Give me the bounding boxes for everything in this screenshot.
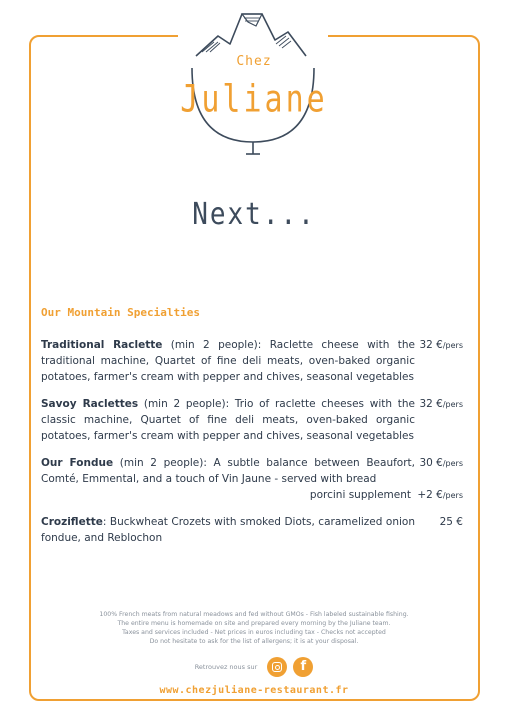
menu-item-price: 32 €/pers: [419, 339, 463, 351]
menu-item-text: [41, 396, 415, 444]
menu-item-name: Traditional Raclette: [41, 339, 163, 351]
facebook-icon[interactable]: [293, 657, 313, 677]
supplement-label: porcini supplement: [309, 489, 411, 501]
website-link[interactable]: www.chezjuliane-restaurant.fr: [159, 685, 349, 696]
menu-item-note: (min 2 people):: [162, 339, 270, 351]
menu-item-price: 25 €: [439, 516, 463, 528]
supplement-price: +2 €/pers: [417, 489, 463, 501]
menu-item-text: [41, 337, 415, 385]
menu-item-price: 30 €/pers: [419, 457, 463, 469]
menu-item-description: Trio of raclette cheeses with the classic machine, Quartet of fine deli meats, oven-baked organic potatoes, farmer's cream with pepper and chives, seasonal vegetables: [41, 398, 415, 442]
footer-notes: [0, 610, 508, 646]
menu-item-text: [41, 455, 415, 487]
menu-item-note: (min 2 people):: [138, 398, 235, 410]
section-title: Our Mountain Specialties: [41, 306, 200, 319]
menu-item-croziflette: [41, 514, 467, 546]
menu-item-description: A subtle balance between Beaufort, Comté, Emmental, and a touch of Vin Jaune - served with bread: [41, 457, 415, 485]
footer-line: Taxes and services included - Net prices in euros including tax - Checks not accepted: [122, 629, 386, 636]
social-links: [0, 655, 508, 679]
social-label: Retrouvez nous sur: [194, 663, 258, 671]
menu-item-price: 32 €/pers: [419, 398, 463, 410]
menu-item-description: Raclette cheese with the traditional machine, Quartet of fine deli meats, oven-baked organic potatoes, farmer's cream with pepper and chives, seasonal vegetables: [41, 339, 415, 383]
menu-item-traditional-raclette: [41, 337, 467, 385]
menu-item-name: Croziflette: [41, 516, 103, 528]
brand-prefix: Chez: [236, 54, 272, 69]
menu-item-name: Our Fondue: [41, 457, 114, 469]
brand-name: Juliane: [180, 77, 328, 122]
menu-item-text: [41, 514, 415, 546]
footer-line: The entire menu is homemade on site and prepared every morning by the Juliane team.: [117, 620, 391, 627]
instagram-icon[interactable]: [267, 657, 287, 677]
footer-line: 100% French meats from natural meadows and fed without GMOs - Fish labeled sustainable fishing.: [99, 611, 409, 618]
supplement-row: [41, 487, 467, 503]
menu-item-name: Savoy Raclettes: [41, 398, 139, 410]
footer-line: Do not hesitate to ask for the list of allergens; it is at your disposal.: [149, 638, 359, 645]
menu-item-description: Buckwheat Crozets with smoked Diots, caramelized onion fondue, and Reblochon: [41, 516, 415, 544]
instagram-glyph: [272, 662, 282, 672]
menu-item-our-fondue: [41, 455, 467, 503]
facebook-glyph: f: [300, 659, 307, 674]
menu-item-note: :: [102, 516, 110, 528]
menu-item-savoy-raclettes: [41, 396, 467, 444]
menu-item-note: (min 2 people):: [113, 457, 214, 469]
page-heading: Next...: [192, 197, 316, 233]
